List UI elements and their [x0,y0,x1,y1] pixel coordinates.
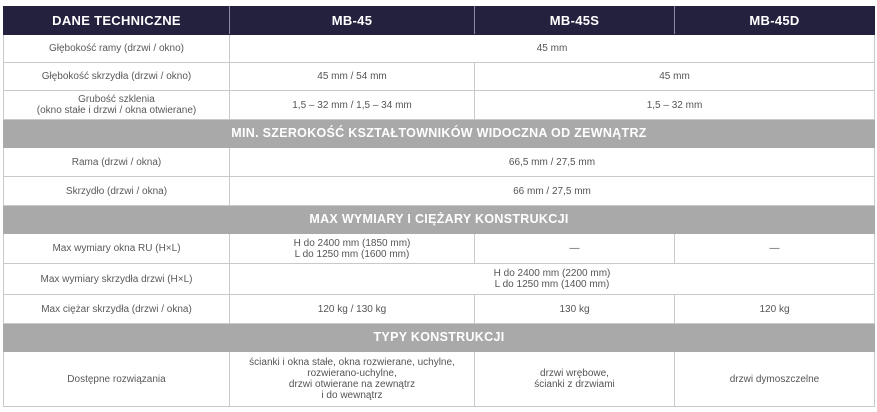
table-row [4,177,875,206]
technical-data-table [3,6,875,407]
row-label: Max wymiary okna RU (H×L) [4,234,230,264]
cell-value: 45 mm [230,35,875,63]
row-label: Skrzydło (drzwi / okna) [4,177,230,206]
cell-value: 130 kg [475,295,675,324]
row-label: Max ciężar skrzydła (drzwi / okna) [4,295,230,324]
row-label: Rama (drzwi / okna) [4,148,230,177]
cell-value: 1,5 – 32 mm [475,91,875,120]
table-row [4,63,875,91]
row-label: Max wymiary skrzydła drzwi (H×L) [4,264,230,295]
section-header [4,206,875,234]
cell-value: 66,5 mm / 27,5 mm [230,148,875,177]
cell-value: 1,5 – 32 mm / 1,5 – 34 mm [230,91,475,120]
header-mb-45: MB-45 [230,7,475,35]
table-row [4,234,875,264]
table-row [4,352,875,407]
cell-value: — [675,234,875,264]
header-mb-45s: MB-45S [475,7,675,35]
header-technical-data: DANE TECHNICZNE [4,7,230,35]
cell-value: drzwi dymoszczelne [675,352,875,407]
cell-value: H do 2400 mm (1850 mm) L do 1250 mm (1600 mm) [230,234,475,264]
table-row [4,295,875,324]
row-label: Głębokość ramy (drzwi / okno) [4,35,230,63]
header-mb-45d: MB-45D [675,7,875,35]
cell-value: 45 mm [475,63,875,91]
cell-value: — [475,234,675,264]
table-row [4,35,875,63]
cell-value: H do 2400 mm (2200 mm) L do 1250 mm (1400 mm) [230,264,875,295]
table-row [4,91,875,120]
section-title: MAX WYMIARY I CIĘŻARY KONSTRUKCJI [4,206,875,234]
cell-value: 66 mm / 27,5 mm [230,177,875,206]
section-title: TYPY KONSTRUKCJI [4,324,875,352]
section-title: MIN. SZEROKOŚĆ KSZTAŁTOWNIKÓW WIDOCZNA OD ZEWNĄTRZ [4,120,875,148]
table-row [4,148,875,177]
row-label: Grubość szklenia (okno stałe i drzwi / okna otwierane) [4,91,230,120]
header-row [4,7,875,35]
section-header [4,324,875,352]
row-label: Dostępne rozwiązania [4,352,230,407]
section-header [4,120,875,148]
cell-value: drzwi wrębowe, ścianki z drzwiami [475,352,675,407]
cell-value: 120 kg [675,295,875,324]
row-label: Głębokość skrzydła (drzwi / okno) [4,63,230,91]
cell-value: ścianki i okna stałe, okna rozwierane, uchylne, rozwierano-uchylne, drzwi otwierane na zewnątrz i do wewnątrz [230,352,475,407]
table-row [4,264,875,295]
cell-value: 45 mm / 54 mm [230,63,475,91]
cell-value: 120 kg / 130 kg [230,295,475,324]
